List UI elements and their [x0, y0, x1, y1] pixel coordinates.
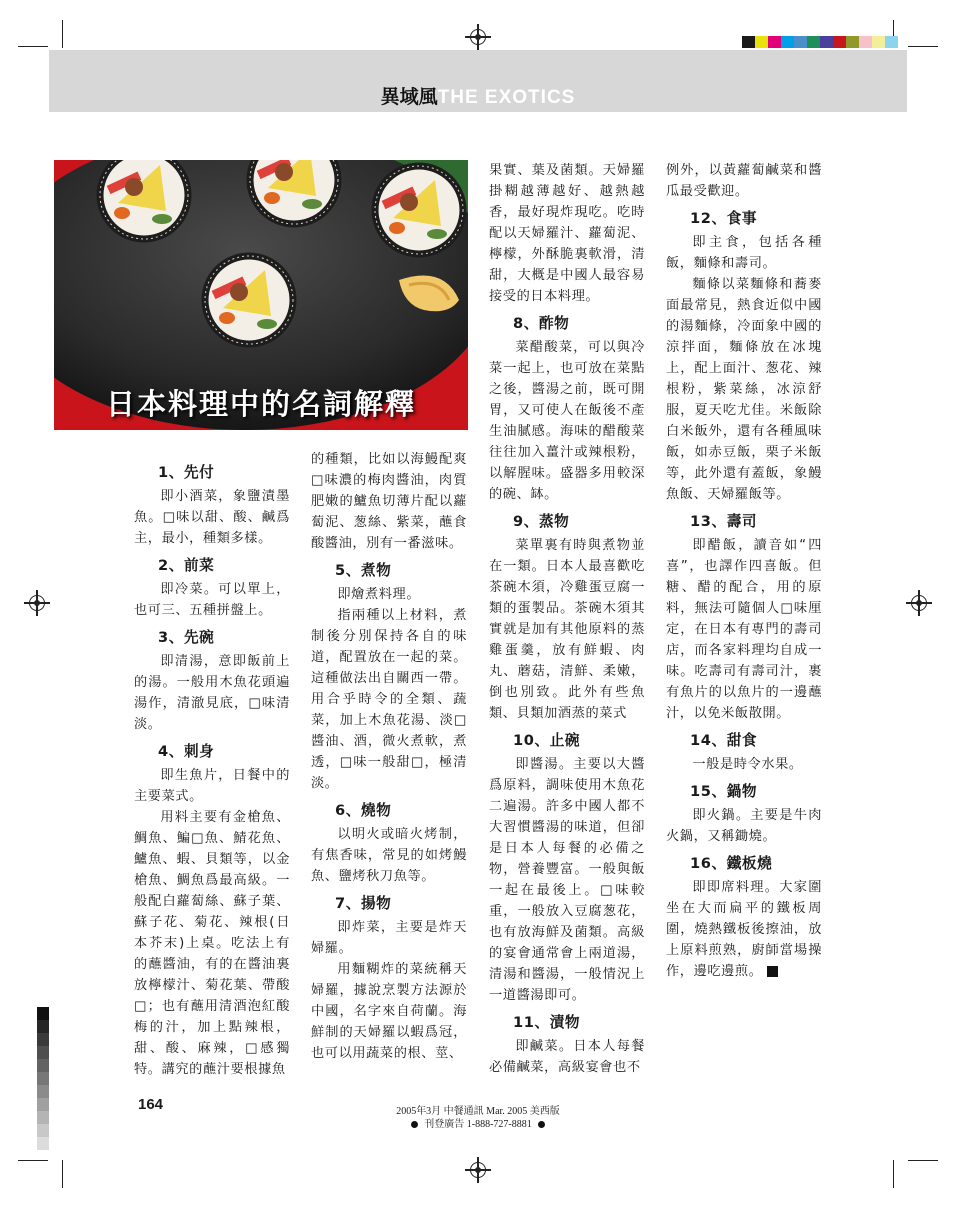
gray-swatch [37, 1072, 49, 1085]
paragraph-text: 即即席料理。大家圍坐在大而扁平的鐵板周圍，燒熱鐵板後擦油，放上原料煎熟，廚師當場操作，邊吃邊煎。 [666, 880, 822, 979]
crop-mark [893, 1160, 894, 1188]
crop-mark [62, 20, 63, 48]
gray-swatch [37, 1033, 49, 1046]
footer-publication-line: 2005年3月 中餐通訊 Mar. 2005 美西版 [396, 1106, 560, 1117]
text-column-2 [311, 449, 467, 1064]
registration-mark-top [465, 24, 491, 50]
article-title: 日本料理中的名詞解釋 [105, 387, 416, 421]
gray-swatch [37, 1085, 49, 1098]
paragraph [666, 877, 822, 982]
paragraph: 果實、葉及菌類。天婦羅掛糊越薄越好、越熱越香，最好現炸現吃。吃時配以天婦羅汁、蘿蔔泥、檸檬，外酥脆裏軟滑，清甜，大概是中國人最容易接受的日本料理。 [489, 163, 645, 304]
paragraph: 用料主要有金槍魚、鯛魚、鯿□魚、鯖花魚、鱸魚、蝦、貝類等，以金槍魚、鯛魚爲最高級。一般配白蘿蔔絲、蘇子葉、蘇子花、菊花、辣根(日本芥末)上桌。吃法上有的蘸醬油，有的在醬油裏放檸檬汁、菊花葉、帶酸□；也有蘸用清酒泡紅酸梅的汁，加上點辣根，甜、酸、麻辣，□感獨特。講究的蘸汁要根據魚 [134, 810, 290, 1077]
paragraph: 即冷菜。可以單上，也可三、五種拼盤上。 [134, 582, 290, 618]
paragraph: 指兩種以上材料，煮制後分別保持各自的味道，配置放在一起的菜。這種做法出自關西一帶。用合乎時令的全類、蔬菜，加上木魚花湯、淡□醬油、酒，微火煮軟，煮透，□味一般甜□，極清淡。 [311, 608, 467, 791]
color-swatch [755, 36, 768, 48]
gray-swatch [37, 1137, 49, 1150]
paragraph: 即炸菜，主要是炸天婦羅。 [311, 920, 467, 956]
section-heading: 5、煮物 [335, 562, 392, 579]
section-heading: 12、食事 [690, 210, 758, 227]
paragraph: 即鹹菜。日本人每餐必備鹹菜，高級宴會也不 [489, 1039, 645, 1075]
gray-swatch [37, 1059, 49, 1072]
crop-mark [908, 46, 938, 47]
paragraph: 即生魚片，日餐中的主要菜式。 [134, 768, 290, 804]
paragraph: 麵條以菜麵條和蕎麥面最常見，熱食近似中國的湯麵條，冷面象中國的涼拌面，麵條放在冰塊上，配上面汁、葱花、辣根粉，紫菜絲，冰涼舒服，夏天吃尤佳。米飯除白米飯外，還有各種風味飯，如赤豆飯，栗子米飯等，此外還有蓋飯，象鰻魚飯、天婦羅飯等。 [666, 277, 822, 502]
color-swatch [833, 36, 846, 48]
section-heading: 4、刺身 [158, 743, 215, 760]
gray-swatch [37, 1111, 49, 1124]
sushi-photo [54, 160, 468, 430]
gray-swatch [37, 1124, 49, 1137]
section-heading: 9、蒸物 [513, 513, 570, 530]
end-of-article-mark [767, 966, 778, 977]
section-heading: 8、酢物 [513, 315, 570, 332]
paragraph: 一般是時令水果。 [692, 757, 803, 772]
paragraph: 即醬湯。主要以大醬爲原料，調味使用木魚花二遍湯。許多中國人都不大習慣醬湯的味道，但卻是日本人每餐的必備之物，營養豐富。一般與飯一起在最後上。□味較重，一般放入豆腐葱花，也有放海鮮及菌類。高級的宴會通常會上兩道湯，清湯和醬湯，一般情況上一道醬湯即可。 [489, 757, 645, 1003]
paragraph: 菜醋酸菜，可以與冷菜一起上，也可放在菜點之後，醬湯之前，既可開胃，又可使人在飯後不產生油膩感。海味的醋酸菜往往加入薑汁或辣根粉，以解腥味。盛器多用較深的碗、缽。 [489, 340, 645, 502]
footer-ad-line [340, 1118, 616, 1131]
section-heading: 15、鍋物 [690, 783, 758, 800]
color-swatch [859, 36, 872, 48]
gray-swatch [37, 1098, 49, 1111]
section-heading: 2、前菜 [158, 557, 215, 574]
registration-mark-left [24, 590, 50, 616]
text-column-4 [666, 160, 822, 982]
paragraph: 以明火或暗火烤制，有焦香味，常見的如烤鰻魚、鹽烤秋刀魚等。 [311, 827, 467, 884]
color-swatch [781, 36, 794, 48]
color-swatch [794, 36, 807, 48]
color-swatch [820, 36, 833, 48]
paragraph: 菜單裏有時與煮物並在一類。日本人最喜歡吃茶碗木須，冷雞蛋豆腐一類的蛋製品。茶碗木須其實就是加有其他原料的蒸雞蛋羹，放有鮮蝦、肉丸、蘑菇，清鮮、柔嫩，倒也別致。此外有些魚類、貝類加酒蒸的菜式 [489, 538, 645, 721]
color-swatch [807, 36, 820, 48]
gray-swatch [37, 1020, 49, 1033]
crop-mark [908, 1160, 938, 1161]
paragraph: 即小酒菜，象鹽漬墨魚。□味以甜、酸、鹹爲主，最小，種類多樣。 [134, 489, 290, 546]
paragraph: 即主食，包括各種飯，麵條和壽司。 [666, 235, 822, 271]
section-heading: 3、先碗 [158, 629, 215, 646]
section-title-zh: 異域風 [380, 86, 438, 108]
color-swatch [742, 36, 755, 48]
section-heading: 11、漬物 [513, 1014, 581, 1031]
gray-swatch [37, 1007, 49, 1020]
crop-mark [18, 1160, 48, 1161]
color-swatch [872, 36, 885, 48]
section-heading: 13、壽司 [690, 513, 758, 530]
page-number: 164 [138, 1096, 164, 1113]
footer-ad-text: 刊登廣告 1-888-727-8881 [424, 1119, 532, 1130]
crop-mark [18, 46, 48, 47]
paragraph: 即醋飯，讀音如“四喜”，也譯作四喜飯。但糖、醋的配合，用的原料，無法可隨個人□味厘定，在日本有專門的壽司店，而各家料理均自成一味。吃壽司有壽司汁，裹有魚片的以魚片的一邊蘸汁，以免米飯散開。 [666, 538, 822, 721]
paragraph: 的種類，比如以海鰻配爽□味濃的梅肉醬油，肉質肥嫩的鱸魚切薄片配以蘿蔔泥、葱絲、紫菜，蘸食酸醬油，別有一番滋味。 [311, 452, 467, 551]
paragraph: 用麵糊炸的菜統稱天婦羅，據說烹製方法源於中國，名字來自荷蘭。海鮮制的天婦羅以蝦爲冠，也可以用蔬菜的根、莖、 [311, 962, 467, 1061]
section-header [49, 50, 907, 112]
text-column-3 [489, 160, 645, 1078]
page-footer [340, 1105, 616, 1131]
grayscale-calibration-strip [37, 1007, 49, 1150]
color-swatch [885, 36, 898, 48]
paragraph: 即清湯，意即飯前上的湯。一般用木魚花頭遍湯作，清澈見底，□味清淡。 [134, 654, 290, 732]
text-column-1 [134, 456, 290, 1080]
color-swatch [846, 36, 859, 48]
section-title-en: THE EXOTICS [437, 87, 576, 108]
section-heading: 16、鐵板燒 [690, 855, 773, 872]
bullet-icon [538, 1121, 545, 1128]
section-heading: 10、止碗 [513, 732, 581, 749]
crop-mark [62, 1160, 63, 1188]
paragraph: 即燴煮料理。 [337, 587, 421, 602]
section-heading: 7、揚物 [335, 895, 392, 912]
registration-mark-right [906, 590, 932, 616]
section-heading: 14、甜食 [690, 732, 758, 749]
section-heading: 6、燒物 [335, 802, 392, 819]
section-title [49, 82, 907, 109]
color-swatch [768, 36, 781, 48]
paragraph: 例外，以黃蘿蔔鹹菜和醬瓜最受歡迎。 [666, 163, 822, 199]
registration-mark-bottom [465, 1157, 491, 1183]
gray-swatch [37, 1046, 49, 1059]
color-calibration-bar [742, 36, 898, 48]
paragraph: 即火鍋。主要是牛肉火鍋，又稱鋤燒。 [666, 808, 822, 844]
section-heading: 1、先付 [158, 464, 215, 481]
bullet-icon [411, 1121, 418, 1128]
